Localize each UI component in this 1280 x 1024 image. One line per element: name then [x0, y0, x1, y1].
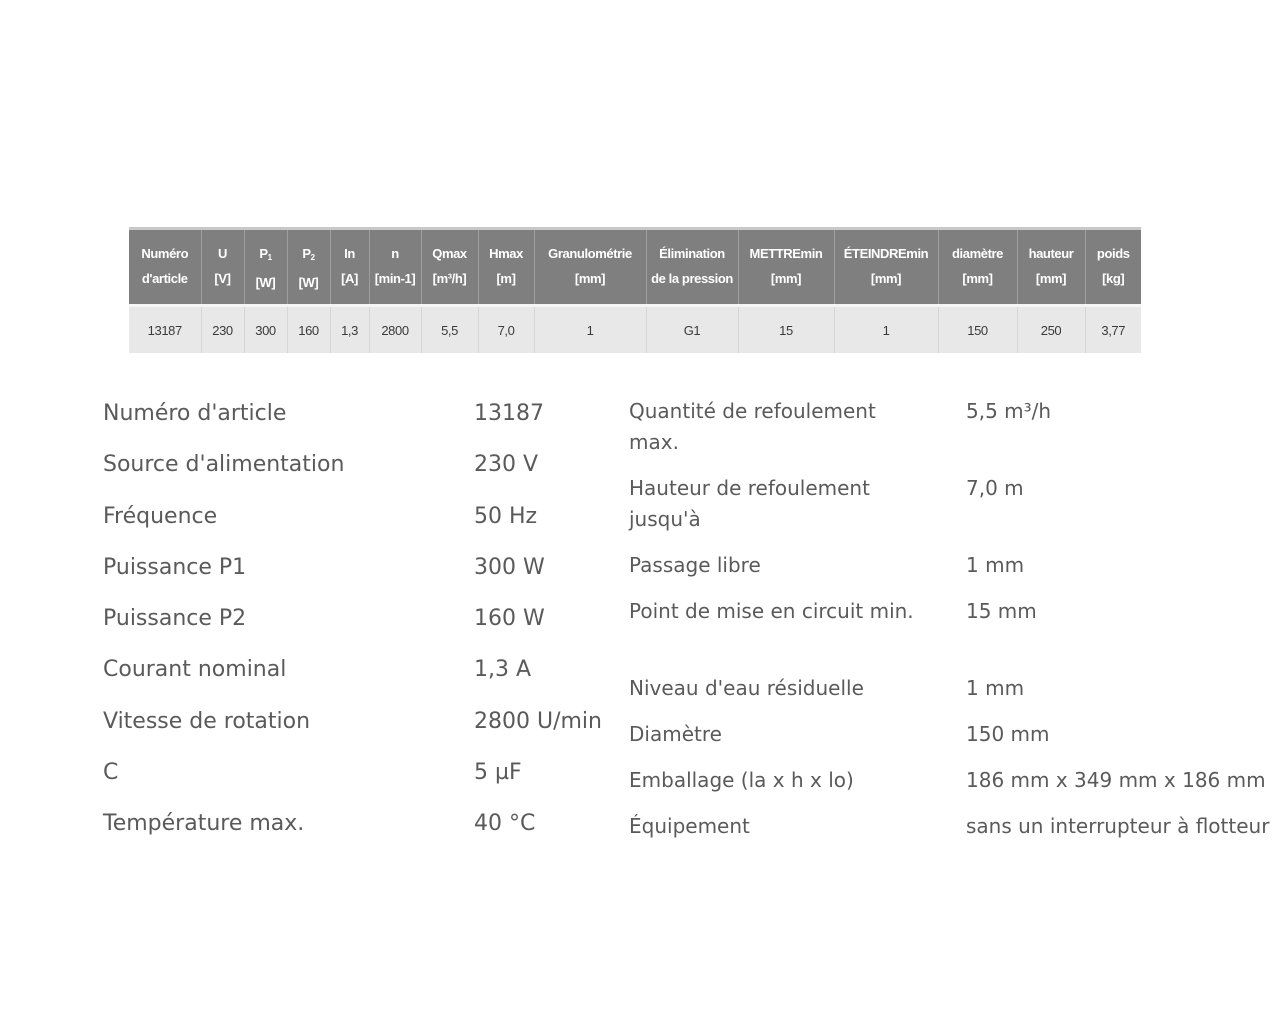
table-cell: G1 — [646, 306, 738, 354]
table-cell: 7,0 — [478, 306, 534, 354]
table-cell: 13187 — [129, 306, 201, 354]
detail-label: Niveau d'eau résiduelle — [629, 676, 864, 700]
detail-value: 2800 U/min — [474, 708, 602, 734]
table-cell: 2800 — [369, 306, 421, 354]
detail-value: 40 °C — [474, 811, 536, 837]
detail-label: Point de mise en circuit min. — [629, 599, 914, 623]
col-header-height: hauteur [mm] — [1017, 229, 1085, 306]
col-header-current: In [A] — [330, 229, 369, 306]
list-item — [629, 716, 1280, 762]
table-cell: 15 — [738, 306, 834, 354]
table-cell: 1 — [834, 306, 938, 354]
detail-value: 50 Hz — [474, 503, 538, 529]
list-item — [103, 547, 623, 598]
list-item — [103, 496, 623, 547]
detail-label: Équipement — [629, 814, 750, 838]
detail-label: Quantité de refoulement max. — [629, 399, 876, 454]
detail-value: 7,0 m — [966, 476, 1024, 500]
detail-value: 5 µF — [474, 760, 522, 786]
list-item — [629, 762, 1280, 808]
details-right-list — [629, 393, 1280, 854]
col-header-speed: n [min-1] — [369, 229, 421, 306]
list-item — [103, 393, 623, 444]
col-header-off-min: ÉTEINDREmin [mm] — [834, 229, 938, 306]
table-cell: 1 — [534, 306, 646, 354]
col-header-on-min: METTREmin [mm] — [738, 229, 834, 306]
table-cell: 160 — [287, 306, 330, 354]
table-cell: 300 — [244, 306, 287, 354]
spec-table-header-row — [129, 229, 1141, 306]
detail-value: 160 W — [474, 606, 545, 632]
detail-label: Vitesse de rotation — [103, 708, 311, 734]
col-header-article-number: Numéro d'article — [129, 229, 201, 306]
table-cell: 250 — [1017, 306, 1085, 354]
detail-value: 230 V — [474, 452, 539, 478]
detail-value: 1 mm — [966, 553, 1025, 577]
table-cell: 3,77 — [1085, 306, 1141, 354]
detail-value: 1,3 A — [474, 657, 532, 683]
col-header-p2: $P_2$ [W] — [287, 229, 330, 306]
table-cell: 5,5 — [421, 306, 478, 354]
table-cell: 150 — [938, 306, 1017, 354]
list-item — [103, 803, 623, 854]
detail-value: 186 mm x 349 mm x 186 mm — [966, 768, 1266, 792]
list-item — [629, 393, 1280, 470]
detail-label: Fréquence — [103, 503, 218, 529]
list-item — [629, 808, 1280, 854]
details-left-list — [103, 393, 623, 855]
list-item — [629, 547, 1280, 593]
detail-label: Passage libre — [629, 553, 761, 577]
col-header-weight: poids [kg] — [1096, 246, 1130, 286]
col-header-diameter: diamètre [mm] — [938, 229, 1017, 306]
detail-label: Diamètre — [629, 722, 722, 746]
detail-label: Emballage (la x h x lo) — [629, 768, 854, 792]
detail-value: 15 mm — [966, 599, 1037, 623]
detail-label: Source d'alimentation — [103, 452, 345, 478]
col-header-granulometry: Granulométrie [mm] — [534, 229, 646, 306]
detail-label: Courant nominal — [103, 657, 287, 683]
list-item — [103, 444, 623, 495]
detail-label: Puissance P2 — [103, 606, 247, 632]
list-item — [629, 470, 1280, 547]
list-item — [103, 701, 623, 752]
col-header-voltage: U [V] — [201, 229, 244, 306]
list-item — [629, 593, 1280, 670]
spec-table — [129, 227, 1141, 353]
list-item — [103, 649, 623, 700]
col-header-hmax: Hmax [m] — [478, 229, 534, 306]
detail-label: C — [103, 760, 119, 786]
spec-table-container — [129, 227, 1141, 353]
table-cell: 230 — [201, 306, 244, 354]
list-item — [103, 752, 623, 803]
list-item — [103, 598, 623, 649]
col-header-p1: $P_1$ [W] — [244, 229, 287, 306]
col-header-pressure-elimination: Élimination de la pression — [646, 229, 738, 306]
detail-value: 1 mm — [966, 676, 1025, 700]
detail-value: 13187 — [474, 401, 544, 426]
detail-label: Hauteur de refoulement jusqu'à — [629, 476, 870, 531]
detail-value: 150 mm — [966, 722, 1050, 746]
col-header-qmax: Qmax [m³/h] — [421, 229, 478, 306]
list-item — [629, 670, 1280, 716]
detail-value: 300 W — [474, 554, 545, 580]
detail-value: sans un interrupteur à flotteur — [966, 814, 1270, 838]
detail-value: 5,5 m³/h — [966, 399, 1052, 423]
detail-label: Température max. — [103, 811, 305, 837]
detail-label: Numéro d'article — [103, 401, 287, 426]
detail-label: Puissance P1 — [103, 554, 247, 580]
table-row — [129, 306, 1141, 354]
table-cell: 1,3 — [330, 306, 369, 354]
